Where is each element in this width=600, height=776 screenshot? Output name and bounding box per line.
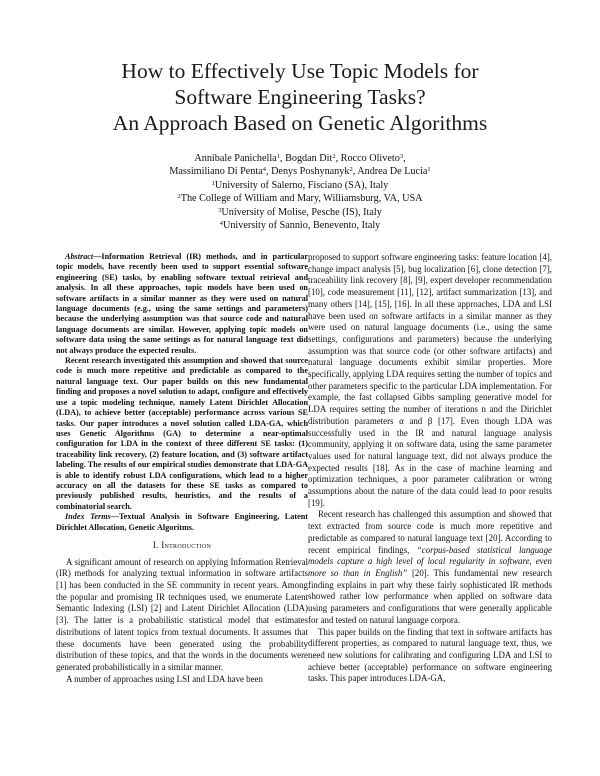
abstract (56, 252, 308, 533)
title-line: Software Engineering Tasks? (174, 85, 426, 109)
body-paragraph: A number of approaches using LSI and LDA have been (66, 673, 263, 684)
author-name: Andrea De Lucia (357, 166, 428, 178)
author-sup: 1 (276, 153, 280, 160)
left-column (56, 252, 308, 685)
author-line: Massimiliano Di Penta$^4$, Denys Poshynanyk$^2$, Andrea De Lucia$^1$ (169, 166, 431, 178)
affiliation-sup: 2 (177, 193, 181, 201)
body-paragraph: A significant amount of research on applying Information Retrieval (IR) methods for analyzing textual information in software artifacts [1] has been conducted in the SE community in recent years. Among the popular and promising IR techniques used, we enumerate Latent Semantic Indexing (LSI) [2] and Latent Dirichlet Allocation (LDA) [3]. The latter is a probabilistic statistical model that estimates distributions of latent topics from textual documents. It assumes that these documents have been generated using the probability distribution of these topics, and that the words in the documents were generated probabilistically in a similar manner. (56, 556, 308, 672)
author-name: Massimiliano Di Penta (169, 166, 263, 178)
affiliation (40, 206, 560, 219)
affiliation-sup: 4 (219, 220, 223, 228)
author-sup: 4 (262, 166, 266, 174)
author-line: Annibale Panichella$^1$, Bogdan Dit$^2$, Rocco Oliveto$^3$, (194, 153, 406, 164)
quote-text: “corpus-based statistical language models capture a high level of local regularity in software, even more so than in English” (308, 544, 552, 578)
affiliation-text: University of Salerno, Fisciano (SA), Italy (214, 179, 389, 191)
right-column (308, 252, 552, 685)
author-name: Denys Poshynanyk (271, 166, 350, 178)
author-sup: 3 (399, 153, 404, 160)
author-sup: 1 (427, 166, 431, 174)
abstract-paragraph: —Information Retrieval (IR) methods, and in particular topic models, have recently been used to support essential software engineering (SE) tasks, by enabling software textual retrieval and analysis. In all these approaches, topic models have been used on software artifacts in a similar manner as they were used on natural language documents (e.g., using the same settings and parameters) because the underlying assumption was that source code and natural language documents are similar. However, applying topic models on software data using the same settings as for natural language text did not always produce the expected results. (56, 252, 308, 355)
section-heading: I. Introduction (152, 539, 212, 550)
paper-title (40, 58, 560, 136)
affiliation-text: University of Sannio, Benevento, Italy (222, 220, 381, 232)
index-terms: —Textual Analysis in Software Engineering, Latent Dirichlet Allocation, Genetic Algoritms. (56, 512, 309, 532)
body-paragraph (308, 509, 552, 626)
index-terms-label: Index Terms (65, 512, 111, 522)
abstract-label: Abstract (65, 252, 94, 261)
body-paragraph: proposed to support software engineering tasks: feature location [4], change impact analysis [5], bug localization [6], clone detection [7], traceability link recovery [8], [9], expert developer recommendation [10], code measurement [11], [12], artifact summarization [13], and many others [14], [15], [16]. In all these approaches, LDA and LSI have been used on software artifacts in a similar manner as they were used on natural language documents (i.e., using the same settings, configurations and parameters) because the underlying assumption was that source code (or other software artifacts) and natural language documents exhibit similar properties. More specifically, applying LDA requires setting the number of topics and other parameters specific to the particular LDA implementation. For example, the fast collapsed Gibbs sampling generative model for LDA requires setting the number of iterations n and the Dirichlet distribution parameters α and β [17]. Even though LDA was successfully used in the IR and natural language analysis community, applying it on software data, using the same parameter values used for natural language text, did not always produce the expected results [18]. As in the case of machine learning and optimization techniques, a poor parameter calibration or wrong assumptions about the nature of the data could lead to poor results [19]. (308, 252, 552, 508)
abstract-paragraph: Recent research investigated this assumption and showed that source code is much more repetitive and predictable as compared to the natural language text. Our paper builds on this new fundamental finding and proposes a novel solution to adapt, configure and effectively use a topic modeling technique, namely Latent Dirichlet Allocation (LDA), to achieve better (acceptable) performance across various SE tasks. Our paper introduces a novel solution called LDA-GA, which uses Genetic Algorithms (GA) to determine a near-optimal configuration for LDA in the context of three different SE tasks: (1) traceability link recovery, (2) feature location, and (3) software artifact labeling. The results of our empirical studies demonstrate that LDA-GA is able to identify robust LDA configurations, which lead to a higher accuracy on all the datasets for these SE tasks as compared to previously published results, heuristics, and the results of a combinatorial search. (56, 356, 308, 511)
title-line: How to Effectively Use Topic Models for (121, 59, 479, 83)
affiliation-text: The College of William and Mary, Williamsburg, VA, USA (180, 193, 423, 205)
affiliation-text: University of Molise, Pesche (IS), Italy (221, 206, 382, 218)
author-name: Bogdan Dit (285, 153, 333, 164)
affiliation (40, 192, 560, 205)
body-paragraph: This paper builds on the finding that text in software artifacts has different properties, as compared to natural language text, thus, we need new solutions for calibrating and configuring LDA and LSI to achieve better (acceptable) performance on software engineering tasks. This paper introduces LDA-GA, (308, 626, 552, 684)
author-sup: 2 (332, 153, 336, 160)
affiliation (40, 179, 560, 192)
affiliation-sup: 1 (211, 179, 215, 187)
affiliation (40, 219, 560, 232)
author-block (40, 152, 560, 232)
affiliation-sup: 3 (218, 206, 222, 214)
author-name: Rocco Oliveto (340, 153, 400, 164)
author-sup: 2 (349, 166, 353, 174)
title-line: An Approach Based on Genetic Algorithms (112, 111, 488, 135)
body-text: Recent research has challenged this assumption and showed that text extracted from source code is much more repetitive and predictable as compared to natural language text [20]. According to recent empirical findings, (308, 509, 552, 555)
body-text: [20]. This fundamental new research finding explains in part why these fairly sophisticated IR methods showed rather low performance when applied on software data using parameters and configurations that were generally applicable for and tested on natural language corpora. (308, 567, 552, 625)
author-name: Annibale Panichella (194, 153, 277, 164)
